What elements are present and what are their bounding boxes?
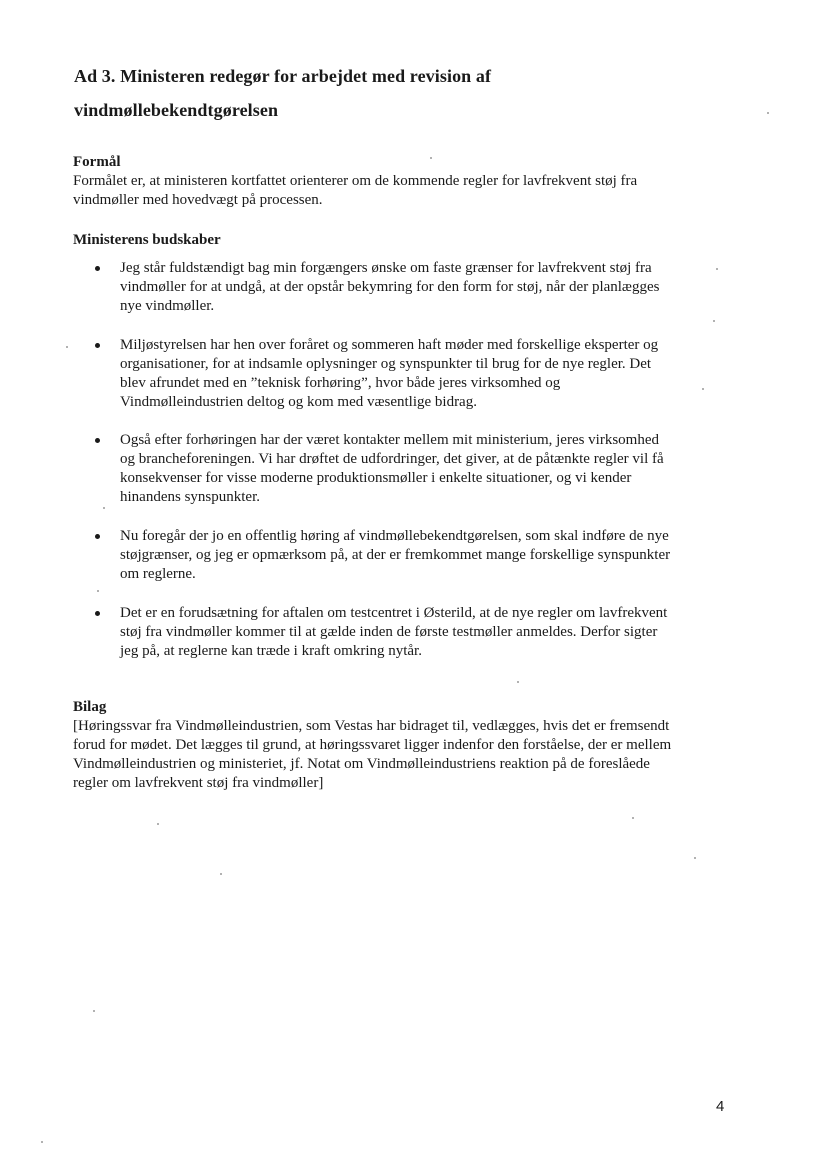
paragraph-line: forud for mødet. Det lægges til grund, at høringssvaret ligger indenfor den forståelse, der er mellem [73, 737, 672, 753]
bullet-line: Jeg står fuldstændigt bag min forgængers ønske om faste grænser for lavfrekvent støj fra [120, 260, 652, 276]
scan-speck [694, 857, 696, 859]
bullet-item [97, 527, 729, 584]
paragraph-line: [Høringssvar fra Vindmølleindustrien, som Vestas har bidraget til, vedlægges, hvis det er fremsendt [73, 718, 670, 734]
paragraph-line: Vindmølleindustrien og ministeriet, jf. Notat om Vindmølleindustriens reaktion på de foreslåede [73, 756, 650, 772]
bullet-line: om reglerne. [120, 566, 196, 582]
scan-speck [430, 157, 432, 159]
scan-speck [41, 1141, 43, 1143]
section-title-formaal: Formål [73, 154, 121, 170]
scan-speck [157, 823, 159, 825]
page-number: 4 [716, 1098, 725, 1115]
scan-speck [767, 112, 769, 114]
scan-speck [716, 268, 718, 270]
scan-speck [66, 346, 68, 348]
bullet-dot-icon [95, 266, 100, 271]
bullet-line: støj fra vindmøller kommer til at gælde inden de første testmøller anmeldes. Derfor sigter [120, 624, 658, 640]
bullet-item [97, 604, 729, 661]
paragraph-line: regler om lavfrekvent støj fra vindmøller] [73, 775, 324, 791]
heading-line-1: Ad 3. Ministeren redegør for arbejdet med revision af [74, 66, 492, 86]
bullet-line: organisationer, for at indsamle oplysninger og synspunkter til brug for de nye regler. Det [120, 356, 652, 372]
bullet-dot-icon [95, 534, 100, 539]
bullet-dot-icon [95, 438, 100, 443]
bullet-line: hinandens synspunkter. [120, 489, 260, 505]
bullet-item [97, 431, 729, 507]
section-title-bilag: Bilag [73, 699, 107, 715]
bullet-line: Også efter forhøringen har der været kontakter mellem mit ministerium, jeres virksomhed [120, 432, 660, 448]
bullet-line: Nu foregår der jo en offentlig høring af vindmøllebekendtgørelsen, som skal indføre de nye [120, 528, 669, 544]
bullet-dot-icon [95, 611, 100, 616]
bullet-line: konsekvenser for visse moderne produktionsmøller i enkelte situationer, og vi kender [120, 470, 632, 486]
scan-speck [93, 1010, 95, 1012]
section-bilag [73, 698, 743, 793]
bullet-line: blev afrundet med en ”teknisk forhøring”, hvor både jeres virksomhed og [120, 375, 561, 391]
scan-speck [220, 873, 222, 875]
section-title-budskaber: Ministerens budskaber [73, 232, 221, 248]
bullet-line: og brancheforeningen. Vi har drøftet de udfordringer, det giver, at de påtænkte regler vil få [120, 451, 664, 467]
bullet-item [97, 259, 729, 316]
bullet-line: nye vindmøller. [120, 298, 215, 314]
bullet-line: Det er en forudsætning for aftalen om testcentret i Østerild, at de nye regler om lavfrekvent [120, 605, 668, 621]
bullet-line: jeg på, at reglerne kan træde i kraft omkring nytår. [120, 643, 422, 659]
paragraph-line: vindmøller med hovedvægt på processen. [73, 192, 323, 208]
section-formaal [73, 153, 733, 210]
scan-speck [632, 817, 634, 819]
bullet-dot-icon [95, 343, 100, 348]
scan-speck [713, 320, 715, 322]
bullet-line: vindmøller for at undgå, at der opstår bekymring for den form for støj, når der planlægges [120, 279, 660, 295]
paragraph-line: Formålet er, at ministeren kortfattet orienterer om de kommende regler for lavfrekvent støj fra [73, 173, 638, 189]
scan-speck [103, 507, 105, 509]
scan-speck [517, 681, 519, 683]
scan-speck [97, 590, 99, 592]
bullet-item [97, 336, 729, 412]
bullet-line: Miljøstyrelsen har hen over foråret og sommeren haft møder med forskellige eksperter og [120, 337, 659, 353]
heading-line-2: vindmøllebekendtgørelsen [74, 100, 279, 120]
bullet-line: Vindmølleindustrien deltog og kom med væsentlige bidrag. [120, 394, 477, 410]
scan-speck [702, 388, 704, 390]
bullet-line: støjgrænser, og jeg er opmærksom på, at der er fremkommet mange forskellige synspunkter [120, 547, 671, 563]
